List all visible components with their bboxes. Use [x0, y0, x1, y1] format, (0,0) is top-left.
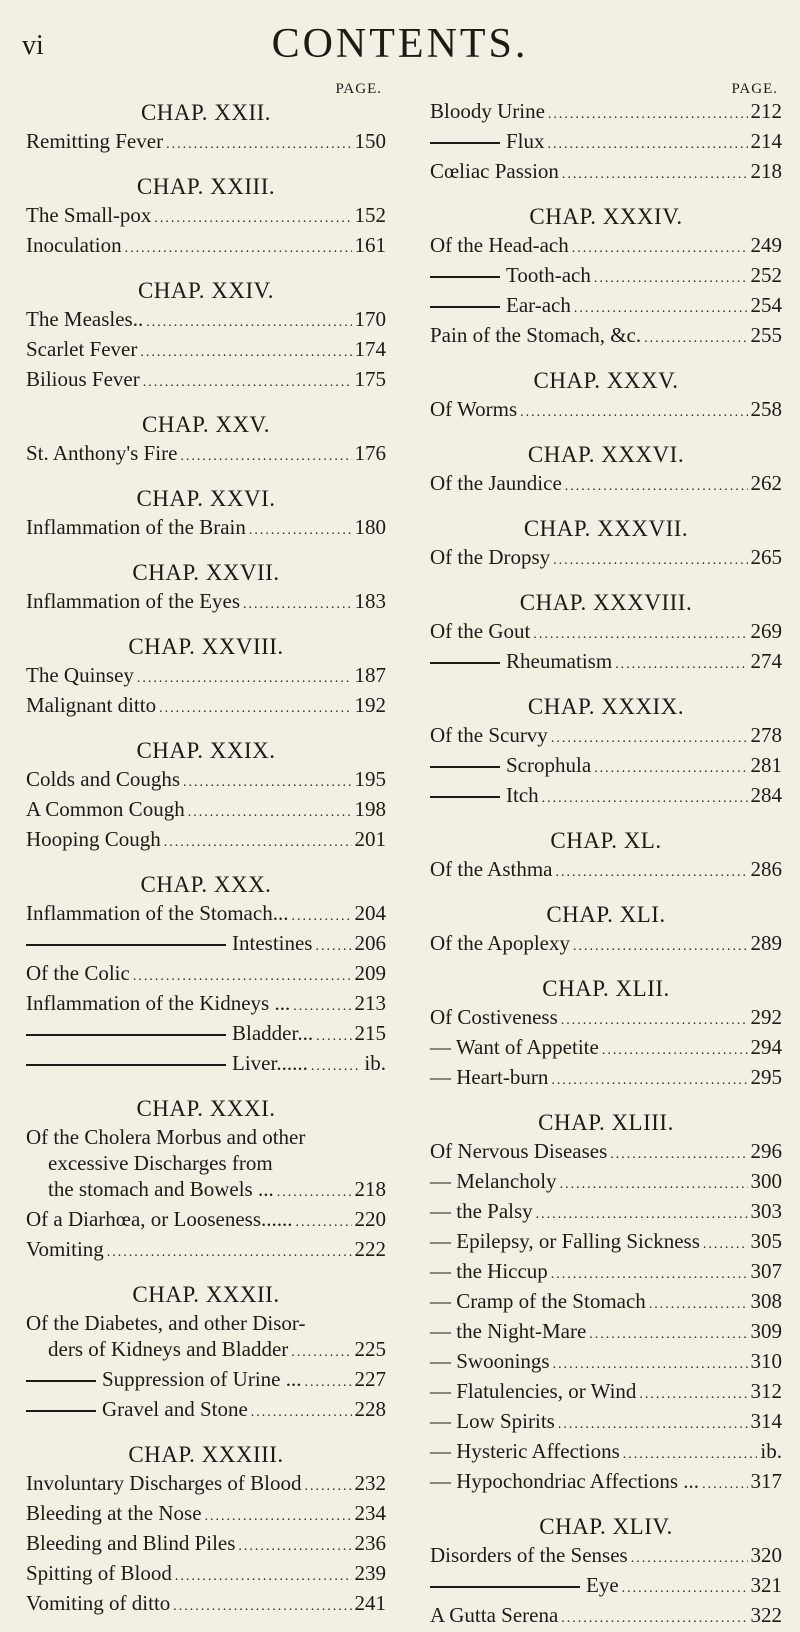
toc-entry[interactable]: Ear-ach ..... 254 — [430, 292, 782, 322]
toc-entry[interactable]: Intestines ..... 206 — [26, 930, 386, 960]
toc-entry[interactable]: Remitting Fever ..... 150 — [26, 128, 386, 158]
chapter-title: CHAP. XXIV. — [137, 278, 275, 303]
chapter-title: CHAP. XLIII. — [538, 1110, 674, 1135]
toc-entry-line[interactable]: excessive Discharges from — [48, 1151, 273, 1175]
toc-entry[interactable]: Of Worms ..... 258 — [430, 396, 782, 426]
toc-entry[interactable]: Of the Jaundice ..... 262 — [430, 470, 782, 500]
toc-entry-line[interactable]: the stomach and Bowels ... ..... 218 — [26, 1176, 386, 1206]
chapter-title: CHAP. XXXVIII. — [519, 590, 693, 615]
toc-entry[interactable]: Disorders of the Senses ..... 320 — [430, 1542, 782, 1572]
toc-entry[interactable]: — Cramp of the Stomach ..... 308 — [430, 1288, 782, 1318]
chapter-title: CHAP. XXVIII. — [128, 634, 284, 659]
page-column-label: PAGE. — [335, 81, 382, 97]
toc-entry[interactable]: Of the Dropsy ..... 265 — [430, 544, 782, 574]
toc-entry[interactable]: Spitting of Blood ..... 239 — [26, 1560, 386, 1590]
toc-entry[interactable]: The Measles.. ..... 170 — [26, 306, 386, 336]
toc-entry[interactable]: The Small-pox ..... 152 — [26, 202, 386, 232]
page-number: vi — [22, 30, 44, 61]
toc-entry[interactable]: — the Hiccup ..... 307 — [430, 1258, 782, 1288]
toc-entry-line[interactable]: Of the Cholera Morbus and other — [26, 1125, 306, 1149]
page-header — [0, 14, 800, 84]
toc-entry[interactable]: Of Nervous Diseases ..... 296 — [430, 1138, 782, 1168]
toc-entry[interactable]: Inoculation ..... 161 — [26, 232, 386, 262]
chapter-title: CHAP. XXX. — [140, 872, 272, 897]
chapter-title: CHAP. XXXIV. — [529, 204, 683, 229]
toc-entry[interactable]: Of the Scurvy ..... 278 — [430, 722, 782, 752]
toc-entry[interactable]: Suppression of Urine ... ..... 227 — [26, 1366, 386, 1396]
toc-entry[interactable]: Scrophula ..... 281 — [430, 752, 782, 782]
toc-entry[interactable]: Of the Colic ..... 209 — [26, 960, 386, 990]
toc-entry[interactable]: Eye ..... 321 — [430, 1572, 782, 1602]
toc-entry[interactable]: Colds and Coughs ..... 195 — [26, 766, 386, 796]
toc-entry[interactable]: Rheumatism ..... 274 — [430, 648, 782, 678]
toc-entry[interactable]: — Heart-burn ..... 295 — [430, 1064, 782, 1094]
toc-entry[interactable]: Scarlet Fever ..... 174 — [26, 336, 386, 366]
toc-entry[interactable]: Malignant ditto ..... 192 — [26, 692, 386, 722]
chapter-title: CHAP. XXXV. — [533, 368, 679, 393]
toc-entry[interactable]: Of the Gout ..... 269 — [430, 618, 782, 648]
toc-entry[interactable]: The Quinsey ..... 187 — [26, 662, 386, 692]
chapter-title: CHAP. XXV. — [142, 412, 270, 437]
chapter-title: CHAP. XLIV. — [539, 1514, 673, 1539]
toc-entry[interactable]: Inflammation of the Kidneys ... ..... 213 — [26, 990, 386, 1020]
toc-entry[interactable]: Liver...... ..... ib. — [26, 1050, 386, 1080]
toc-entry[interactable]: A Gutta Serena ..... 322 — [430, 1602, 782, 1632]
toc-entry-line[interactable]: ders of Kidneys and Bladder ..... 225 — [26, 1336, 386, 1366]
left-column — [26, 80, 386, 1620]
toc-entry[interactable]: Flux ..... 214 — [430, 128, 782, 158]
toc-entry[interactable]: Involuntary Discharges of Blood ..... 232 — [26, 1470, 386, 1500]
toc-entry[interactable]: — Hypochondriac Affections ... ..... 317 — [430, 1468, 782, 1498]
toc-entry-line[interactable]: Of the Diabetes, and other Disor- — [26, 1311, 306, 1335]
toc-entry[interactable]: Of the Head-ach ..... 249 — [430, 232, 782, 262]
toc-entry[interactable]: A Common Cough ..... 198 — [26, 796, 386, 826]
toc-entry[interactable]: Vomiting ..... 222 — [26, 1236, 386, 1266]
toc-entry[interactable]: Tooth-ach ..... 252 — [430, 262, 782, 292]
toc-entry[interactable]: — the Night-Mare ..... 309 — [430, 1318, 782, 1348]
toc-entry[interactable]: Of the Asthma ..... 286 — [430, 856, 782, 886]
chapter-title: CHAP. XXXIX. — [527, 694, 685, 719]
toc-entry[interactable]: — Melancholy ..... 300 — [430, 1168, 782, 1198]
toc-entry[interactable]: — Swoonings ..... 310 — [430, 1348, 782, 1378]
page-title: CONTENTS. — [271, 21, 529, 67]
toc-entry[interactable]: Bilious Fever ..... 175 — [26, 366, 386, 396]
toc-entry[interactable]: — Low Spirits ..... 314 — [430, 1408, 782, 1438]
page-column-label: PAGE. — [731, 81, 778, 97]
toc-entry[interactable]: Inflammation of the Stomach... ..... 204 — [26, 900, 386, 930]
toc-entry[interactable]: Hooping Cough ..... 201 — [26, 826, 386, 856]
toc-entry[interactable]: Bladder... ..... 215 — [26, 1020, 386, 1050]
chapter-title: CHAP. XXII. — [140, 100, 272, 125]
toc-entry[interactable]: — Epilepsy, or Falling Sickness ..... 305 — [430, 1228, 782, 1258]
chapter-title: CHAP. XXXVI. — [527, 442, 685, 467]
chapter-title: CHAP. XXIX. — [136, 738, 276, 763]
chapter-title: CHAP. XXXII. — [132, 1282, 280, 1307]
chapter-title: CHAP. XLI. — [546, 902, 666, 927]
toc-entry[interactable]: Bloody Urine ..... 212 — [430, 98, 782, 128]
toc-entry[interactable]: Bleeding and Blind Piles ..... 236 — [26, 1530, 386, 1560]
chapter-title: CHAP. XLII. — [542, 976, 670, 1001]
toc-entry[interactable]: — Flatulencies, or Wind ..... 312 — [430, 1378, 782, 1408]
toc-entry[interactable]: Of the Apoplexy ..... 289 — [430, 930, 782, 960]
toc-entry[interactable]: Vomiting of ditto ..... 241 — [26, 1590, 386, 1620]
chapter-title: CHAP. XXVII. — [132, 560, 280, 585]
toc-entry[interactable]: St. Anthony's Fire ..... 176 — [26, 440, 386, 470]
chapter-title: CHAP. XXXIII. — [128, 1442, 284, 1467]
toc-entry[interactable]: Itch ..... 284 — [430, 782, 782, 812]
toc-entry[interactable]: — Want of Appetite ..... 294 — [430, 1034, 782, 1064]
toc-entry[interactable]: Cœliac Passion ..... 218 — [430, 158, 782, 188]
chapter-title: CHAP. XL. — [550, 828, 662, 853]
toc-entry[interactable]: — Hysteric Affections ..... ib. — [430, 1438, 782, 1468]
chapter-title: CHAP. XXIII. — [136, 174, 276, 199]
toc-entry[interactable]: — the Palsy ..... 303 — [430, 1198, 782, 1228]
toc-entry[interactable]: Of a Diarhœa, or Looseness...... ..... 220 — [26, 1206, 386, 1236]
chapter-title: CHAP. XXVI. — [136, 486, 276, 511]
toc-entry[interactable]: Pain of the Stomach, &c. ..... 255 — [430, 322, 782, 352]
toc-entry[interactable]: Gravel and Stone ..... 228 — [26, 1396, 386, 1426]
toc-entry[interactable]: Inflammation of the Eyes ..... 183 — [26, 588, 386, 618]
toc-entry[interactable]: Bleeding at the Nose ..... 234 — [26, 1500, 386, 1530]
toc-entry[interactable]: Of Costiveness ..... 292 — [430, 1004, 782, 1034]
toc-entry[interactable]: Inflammation of the Brain ..... 180 — [26, 514, 386, 544]
right-column — [430, 80, 782, 1632]
chapter-title: CHAP. XXXVII. — [523, 516, 689, 541]
chapter-title: CHAP. XXXI. — [136, 1096, 276, 1121]
